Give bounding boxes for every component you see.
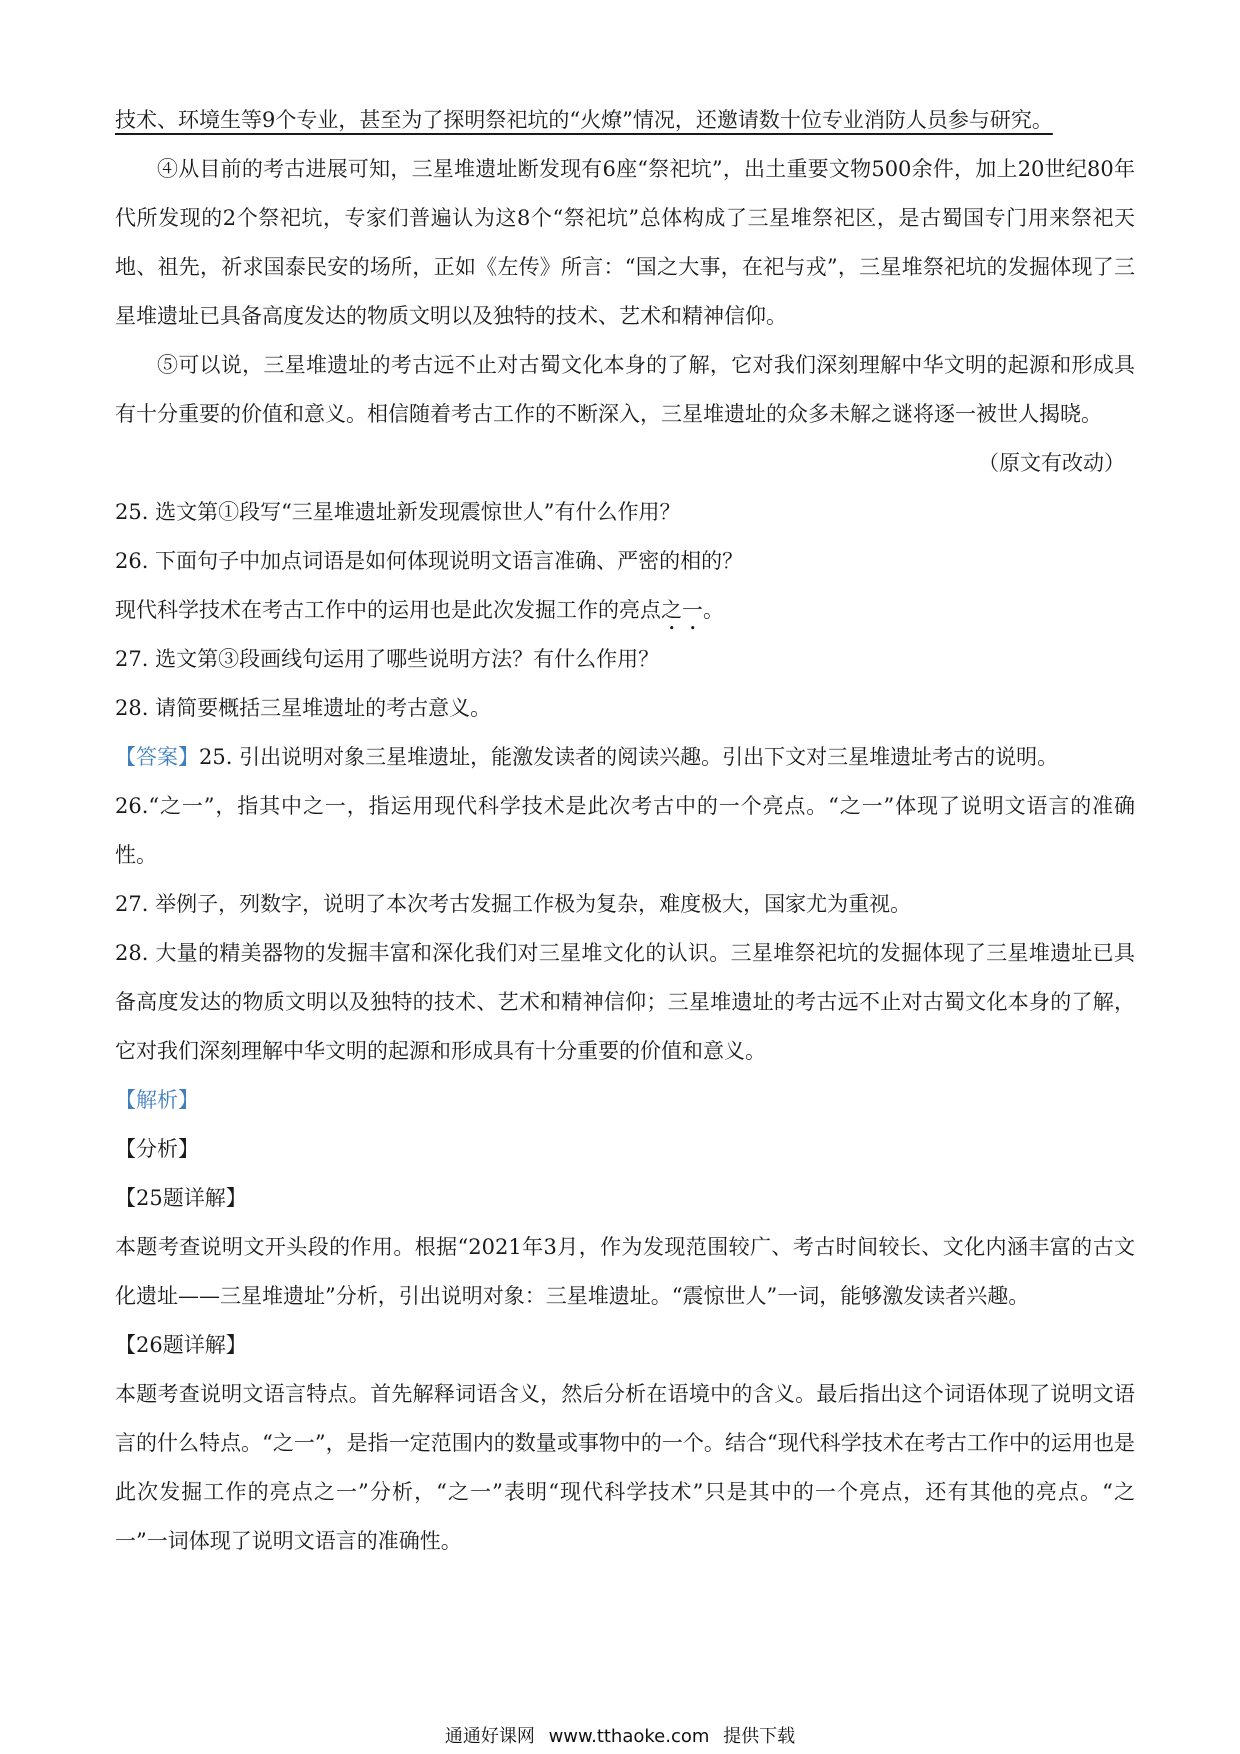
question-28: 28. 请简要概括三星堆遗址的考古意义。 — [115, 696, 492, 720]
passage-paragraph-4: ④从目前的考古进展可知，三星堆遗址断发现有6座“祭祀坑”，出土重要文物500余件，加上20世纪80年代所发现的2个祭祀坑，专家们普遍认为这8个“祭祀坑”总体构成了三星堆祭祀区，是古蜀国专门用来祭祀天地、祖先，祈求国泰民安的场所，正如《左传》所言：“国之大事，在祀与戎”，三星堆祭祀坑的发掘体现了三星堆遗址已具备高度发达的物质文明以及独特的技术、艺术和精神信仰。 — [115, 157, 1135, 328]
footer-suffix: 提供下载 — [723, 1726, 796, 1747]
question-26: 26. 下面句子中加点词语是如何体现说明文语言准确、严密的相的？ — [115, 549, 744, 573]
passage-underlined-line: 技术、环境生等9个专业，甚至为了探明祭祀坑的“火燎”情况，还邀请数十位专业消防人员参与研究。 — [115, 108, 1053, 132]
document-page — [115, 96, 1135, 1566]
detail-26-heading: 【26题详解】 — [115, 1333, 247, 1357]
detail-25-body: 本题考查说明文开头段的作用。根据“2021年3月，作为发现范围较广、考古时间较长、文化内涵丰富的古文化遗址——三星堆遗址”分析，引出说明对象：三星堆遗址。“震惊世人”一词，能够激发读者兴趣。 — [115, 1235, 1135, 1308]
footer-url[interactable]: www.tthaoke.com — [548, 1726, 710, 1747]
q26-dotted-word: 之一 — [661, 598, 703, 622]
answer-26: 26.“之一”，指其中之一，指运用现代科学技术是此次考古中的一个亮点。“之一”体现了说明文语言的准确性。 — [115, 794, 1135, 867]
page-footer — [0, 1722, 1240, 1748]
answer-27: 27. 举例子，列数字，说明了本次考古发掘工作极为复杂，难度极大，国家尤为重视。 — [115, 892, 912, 916]
answer-28: 28. 大量的精美器物的发掘丰富和深化我们对三星堆文化的认识。三星堆祭祀坑的发掘体现了三星堆遗址已具备高度发达的物质文明以及独特的技术、艺术和精神信仰；三星堆遗址的考古远不止对古蜀文化本身的了解，它对我们深刻理解中华文明的起源和形成具有十分重要的价值和意义。 — [115, 941, 1135, 1063]
answer-25-text: 25. 引出说明对象三星堆遗址，能激发读者的阅读兴趣。引出下文对三星堆遗址考古的说明。 — [199, 745, 1059, 769]
answer-25 — [115, 733, 1135, 782]
source-note: （原文有改动） — [978, 451, 1125, 475]
question-26-sentence — [115, 586, 1135, 635]
question-25: 25. 选文第①段写“三星堆遗址新发现震惊世人”有什么作用？ — [115, 500, 681, 524]
analysis-tag: 【解析】 — [115, 1088, 199, 1112]
analysis-subtag: 【分析】 — [115, 1137, 199, 1161]
detail-26-body: 本题考查说明文语言特点。首先解释词语含义，然后分析在语境中的含义。最后指出这个词语体现了说明文语言的什么特点。“之一”，是指一定范围内的数量或事物中的一个。结合“现代科学技术在考古工作中的运用也是此次发掘工作的亮点之一”分析，“之一”表明“现代科学技术”只是其中的一个亮点，还有其他的亮点。“之一”一词体现了说明文语言的准确性。 — [115, 1382, 1135, 1553]
answer-tag: 【答案】 — [115, 745, 199, 769]
question-27: 27. 选文第③段画线句运用了哪些说明方法？有什么作用？ — [115, 647, 660, 671]
passage-paragraph-5: ⑤可以说，三星堆遗址的考古远不止对古蜀文化本身的了解，它对我们深刻理解中华文明的起源和形成具有十分重要的价值和意义。相信随着考古工作的不断深入，三星堆遗址的众多未解之谜将逐一被世人揭晓。 — [115, 353, 1135, 426]
q26-sentence-end: 。 — [703, 598, 724, 622]
footer-site-name: 通通好课网 — [444, 1726, 535, 1747]
detail-25-heading: 【25题详解】 — [115, 1186, 247, 1210]
q26-sentence-text: 现代科学技术在考古工作中的运用也是此次发掘工作的亮点 — [115, 598, 661, 622]
